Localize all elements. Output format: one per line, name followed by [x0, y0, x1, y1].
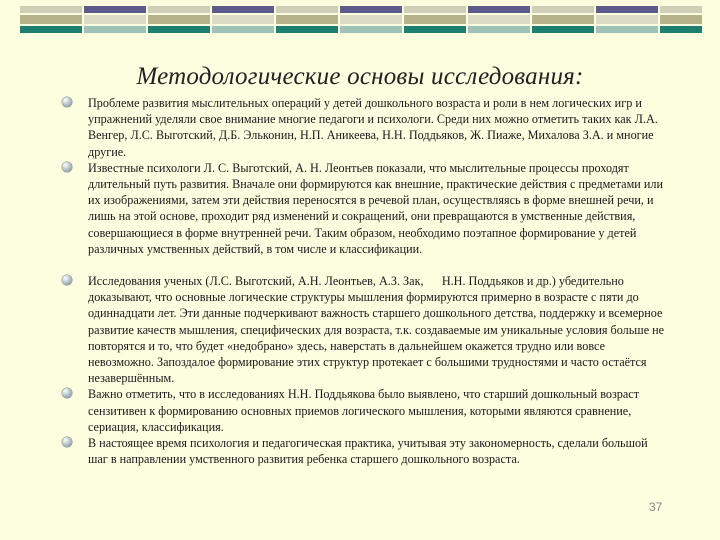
list-item — [60, 160, 665, 257]
deco-block — [148, 26, 210, 33]
deco-block — [340, 26, 402, 33]
deco-block — [212, 15, 274, 24]
list-item — [60, 435, 665, 467]
deco-block — [404, 15, 466, 24]
bullet-list — [60, 95, 668, 467]
deco-block — [596, 6, 658, 13]
deco-block — [20, 15, 82, 24]
bullet-icon — [62, 388, 72, 398]
deco-block — [532, 15, 594, 24]
deco-block — [660, 6, 702, 13]
deco-block — [532, 6, 594, 13]
list-item — [60, 95, 665, 160]
deco-block — [468, 6, 530, 13]
bullet-icon — [62, 162, 72, 172]
deco-block — [468, 26, 530, 33]
deco-block — [148, 15, 210, 24]
bullet-text: Важно отметить, что в исследованиях Н.Н. Поддьякова было выявлено, что старший дошкольный возраст сензитивен к формированию основных приемов логического мышления, которыми являются сравнение, сериация, классификация. — [88, 387, 640, 434]
deco-block — [660, 15, 702, 24]
deco-block — [84, 15, 146, 24]
bullet-icon — [62, 437, 72, 447]
header-decoration — [0, 0, 720, 40]
page-number: 37 — [649, 500, 663, 514]
deco-block — [84, 26, 146, 33]
bullet-text: Проблеме развития мыслительных операций у детей дошкольного возраста и роли в нем логических игр и упражнений уделяли свое внимание многие педагоги и психологи. Среди них можно отметить таких как Л.А. Венгер, Л.С. Выготский, Д.Б. Эльконин, Н.П. Аникеева, Н.Н. Поддьяков, Ж. Пиаже, Михалова З.А. и многие другие. — [88, 96, 658, 159]
bullet-icon — [62, 97, 72, 107]
bullet-text: В настоящее время психология и педагогическая практика, учитывая эту закономерность, сделали большой шаг в направлении умственного развития ребенка старшего дошкольного возраста. — [88, 436, 648, 467]
deco-block — [276, 6, 338, 13]
bullet-icon — [62, 275, 72, 285]
list-item — [60, 386, 665, 435]
deco-block — [532, 26, 594, 33]
deco-block — [212, 6, 274, 13]
bullet-text: Исследования ученых (Л.С. Выготский, А.Н. Леонтьев, А.З. Зак, Н.Н. Поддьяков и др.) убедительно доказывают, что основные логические структуры мышления формируются примерно в возрасте с пяти до одиннадцати лет. Эти данные подчеркивают важность старшего дошкольного детства, поддержку и всемерное развитие качеств мышления, специфических для возраста, т.к. создаваемые им уникальные условия больше не повторятся и то, что будет «недобрано» здесь, наверстать в дальнейшем окажется трудно или вовсе невозможно. Запоздалое формирование этих структур протекает с большими трудностями и часто остаётся незавершённым. — [88, 274, 668, 386]
deco-block — [20, 26, 82, 33]
deco-block — [596, 26, 658, 33]
deco-block — [340, 6, 402, 13]
slide-title: Методологические основы исследования: — [136, 63, 584, 90]
deco-block — [20, 6, 82, 13]
list-item — [60, 273, 668, 386]
deco-block — [276, 26, 338, 33]
deco-block — [276, 15, 338, 24]
deco-block — [84, 6, 146, 13]
deco-block — [404, 26, 466, 33]
deco-block — [660, 26, 702, 33]
bullet-text: Известные психологи Л. С. Выготский, А. Н. Леонтьев показали, что мыслительные процессы проходят длительный путь развития. Вначале они формируются как внешние, практические действия с предметами или их изображениями, затем эти действия переносятся в речевой план, осуществляясь в форме внешней речи, и лишь на этой основе, проходит ряд изменений и сокращений, они превращаются в умственные действия, совершающиеся в форме внутренней речи. Таким образом, необходимо поэтапное формирование у детей различных умственных действий, в том числе и классификации. — [88, 160, 663, 256]
deco-block — [468, 15, 530, 24]
deco-block — [340, 15, 402, 24]
deco-block — [148, 6, 210, 13]
deco-block — [596, 15, 658, 24]
deco-block — [212, 26, 274, 33]
deco-block — [404, 6, 466, 13]
